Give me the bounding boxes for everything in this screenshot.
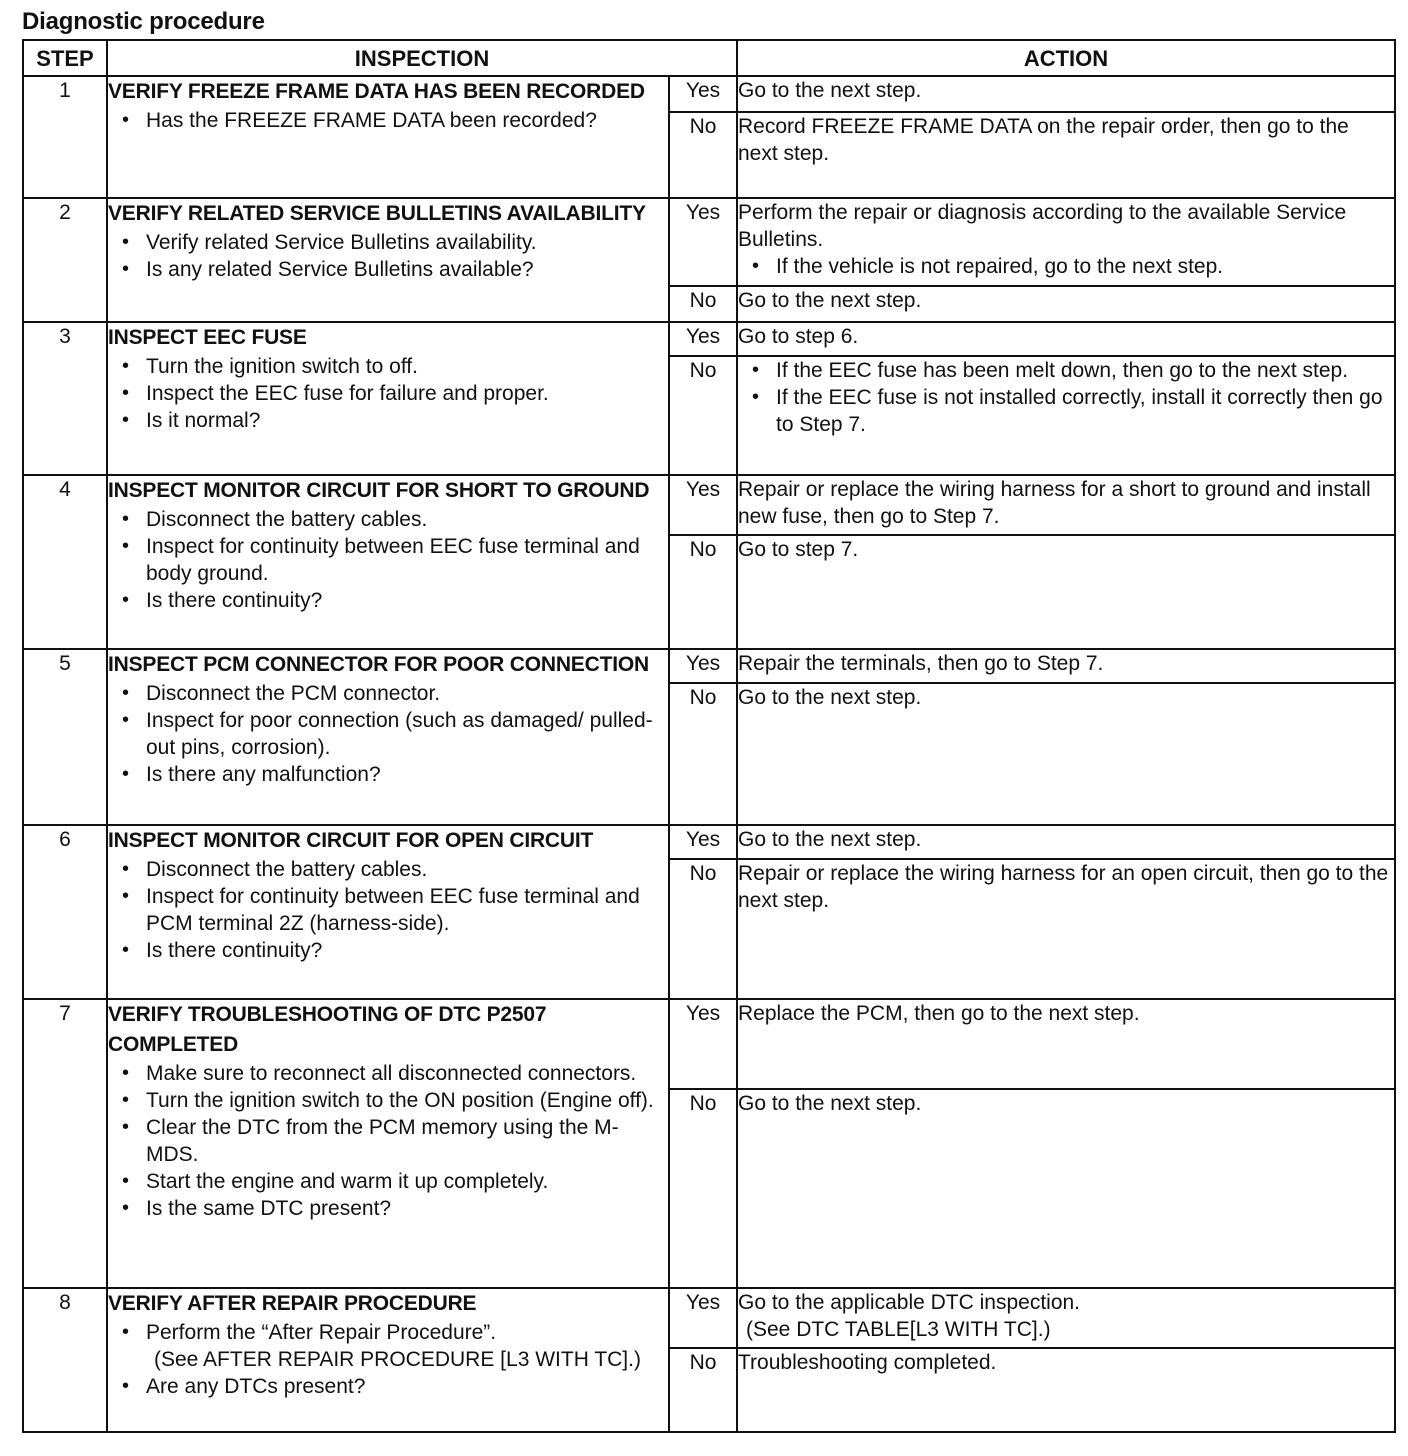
- inspection-bullets: [108, 680, 668, 788]
- list-item: • If the EEC fuse is not installed correctly, install it correctly then go to Step 7.: [776, 384, 1394, 438]
- table-row: [23, 475, 1395, 535]
- table-row: [23, 198, 1395, 286]
- inspection-cell: [107, 475, 669, 649]
- list-item: • Disconnect the PCM connector.: [146, 680, 668, 707]
- inspection-cell: [107, 198, 669, 322]
- yes-action-cell: [737, 1288, 1395, 1348]
- list-item: • Is there any malfunction?: [146, 761, 668, 788]
- no-action-bullets: [738, 357, 1394, 438]
- inspection-bullets: [108, 506, 668, 614]
- yes-action-bullets: [738, 253, 1394, 280]
- no-action: Repair or replace the wiring harness for an open circuit, then go to the next step.: [737, 859, 1395, 999]
- no-label: No: [669, 112, 737, 198]
- inspection-bullets: [108, 353, 668, 434]
- no-label: No: [669, 859, 737, 999]
- inspection-title: INSPECT PCM CONNECTOR FOR POOR CONNECTION: [108, 652, 649, 676]
- list-item: • Clear the DTC from the PCM memory using the M-MDS.: [146, 1114, 668, 1168]
- step-number: 4: [23, 475, 107, 649]
- list-item: • Disconnect the battery cables.: [146, 856, 668, 883]
- table-row: [23, 825, 1395, 859]
- list-item: • Has the FREEZE FRAME DATA been recorded?: [146, 107, 668, 134]
- list-item: • Make sure to reconnect all disconnected connectors.: [146, 1060, 668, 1087]
- inspection-cell: [107, 825, 669, 999]
- yes-label: Yes: [669, 825, 737, 859]
- no-action-cell: [737, 356, 1395, 474]
- yes-action: Go to the next step.: [737, 76, 1395, 112]
- list-item: • If the vehicle is not repaired, go to the next step.: [776, 253, 1394, 280]
- inspection-cell: [107, 649, 669, 825]
- list-item: [146, 1319, 668, 1373]
- step-number: 1: [23, 76, 107, 198]
- no-action: Go to the next step.: [737, 1089, 1395, 1287]
- no-label: No: [669, 683, 737, 825]
- no-label: No: [669, 1089, 737, 1287]
- no-label: No: [669, 356, 737, 474]
- yes-action: Go to the applicable DTC inspection.: [738, 1290, 1081, 1314]
- inspection-cell: [107, 76, 669, 198]
- bullet-text: • Perform the “After Repair Procedure”.: [146, 1320, 497, 1344]
- list-item: • Inspect the EEC fuse for failure and proper.: [146, 380, 668, 407]
- inspection-title: VERIFY FREEZE FRAME DATA HAS BEEN RECORDED: [108, 80, 645, 103]
- yes-action: Go to step 6.: [737, 322, 1395, 356]
- inspection-cell: [107, 999, 669, 1287]
- list-item: • If the EEC fuse has been melt down, then go to the next step.: [776, 357, 1394, 384]
- inspection-bullets: [108, 1319, 668, 1400]
- no-action: Troubleshooting completed.: [737, 1348, 1395, 1432]
- table-row: [23, 1288, 1395, 1348]
- header-step: STEP: [23, 40, 107, 76]
- inspection-cell: [107, 322, 669, 474]
- yes-label: Yes: [669, 649, 737, 683]
- after-repair-reference-link[interactable]: (See AFTER REPAIR PROCEDURE [L3 WITH TC].): [154, 1347, 641, 1371]
- inspection-title: VERIFY RELATED SERVICE BULLETINS AVAILABILITY: [108, 202, 646, 226]
- yes-label: Yes: [669, 999, 737, 1089]
- step-number: 3: [23, 322, 107, 474]
- inspection-bullets: [108, 107, 668, 134]
- step-number: 6: [23, 825, 107, 999]
- yes-action: Repair the terminals, then go to Step 7.: [737, 649, 1395, 683]
- list-item: • Is the same DTC present?: [146, 1195, 668, 1222]
- step-number: 2: [23, 198, 107, 322]
- yes-label: Yes: [669, 475, 737, 535]
- list-item: • Is it normal?: [146, 407, 668, 434]
- no-label: No: [669, 286, 737, 322]
- step-number: 5: [23, 649, 107, 825]
- no-label: No: [669, 535, 737, 649]
- dtc-table-reference-link[interactable]: (See DTC TABLE[L3 WITH TC].): [746, 1317, 1051, 1341]
- inspection-bullets: [108, 856, 668, 964]
- table-row: [23, 76, 1395, 112]
- list-item: • Start the engine and warm it up completely.: [146, 1168, 668, 1195]
- list-item: • Are any DTCs present?: [146, 1373, 668, 1400]
- yes-action: Perform the repair or diagnosis according to the available Service Bulletins.: [738, 201, 1347, 252]
- yes-action: Replace the PCM, then go to the next step.: [737, 999, 1395, 1089]
- no-action: Go to step 7.: [737, 535, 1395, 649]
- no-action: Go to the next step.: [737, 286, 1395, 322]
- list-item: • Disconnect the battery cables.: [146, 506, 668, 533]
- no-label: No: [669, 1348, 737, 1432]
- yes-label: Yes: [669, 1288, 737, 1348]
- step-number: 7: [23, 999, 107, 1287]
- inspection-title: INSPECT MONITOR CIRCUIT FOR OPEN CIRCUIT: [108, 829, 594, 853]
- diagnostic-procedure-table: [22, 39, 1396, 1433]
- inspection-title: VERIFY AFTER REPAIR PROCEDURE: [108, 1291, 477, 1315]
- step-number: 8: [23, 1288, 107, 1432]
- list-item: • Turn the ignition switch to off.: [146, 353, 668, 380]
- yes-label: Yes: [669, 322, 737, 356]
- list-item: • Inspect for continuity between EEC fuse terminal and PCM terminal 2Z (harness-side).: [146, 883, 668, 937]
- list-item: • Turn the ignition switch to the ON position (Engine off).: [146, 1087, 668, 1114]
- list-item: • Inspect for continuity between EEC fuse terminal and body ground.: [146, 533, 668, 587]
- header-inspection: INSPECTION: [107, 40, 737, 76]
- yes-action: Repair or replace the wiring harness for a short to ground and install new fuse, then go to Step 7.: [737, 475, 1395, 535]
- yes-action: Go to the next step.: [737, 825, 1395, 859]
- inspection-title: VERIFY TROUBLESHOOTING OF DTC P2507 COMPLETED: [108, 1003, 547, 1057]
- list-item: • Inspect for poor connection (such as damaged/ pulled-out pins, corrosion).: [146, 707, 668, 761]
- table-row: [23, 322, 1395, 356]
- list-item: • Is there continuity?: [146, 937, 668, 964]
- list-item: • Is there continuity?: [146, 587, 668, 614]
- page-title: Diagnostic procedure: [22, 8, 265, 35]
- inspection-cell: [107, 1288, 669, 1432]
- table-row: [23, 999, 1395, 1089]
- yes-action-cell: [737, 198, 1395, 286]
- yes-label: Yes: [669, 198, 737, 286]
- list-item: • Is any related Service Bulletins available?: [146, 256, 668, 283]
- table-header-row: [23, 40, 1395, 76]
- inspection-title: INSPECT MONITOR CIRCUIT FOR SHORT TO GROUND: [108, 478, 650, 502]
- header-action: ACTION: [737, 40, 1395, 76]
- no-action: Go to the next step.: [737, 683, 1395, 825]
- yes-label: Yes: [669, 76, 737, 112]
- table-row: [23, 649, 1395, 683]
- inspection-bullets: [108, 229, 668, 283]
- inspection-title: INSPECT EEC FUSE: [108, 326, 307, 350]
- inspection-bullets: [108, 1060, 668, 1222]
- list-item: • Verify related Service Bulletins availability.: [146, 229, 668, 256]
- no-action: Record FREEZE FRAME DATA on the repair order, then go to the next step.: [737, 112, 1395, 198]
